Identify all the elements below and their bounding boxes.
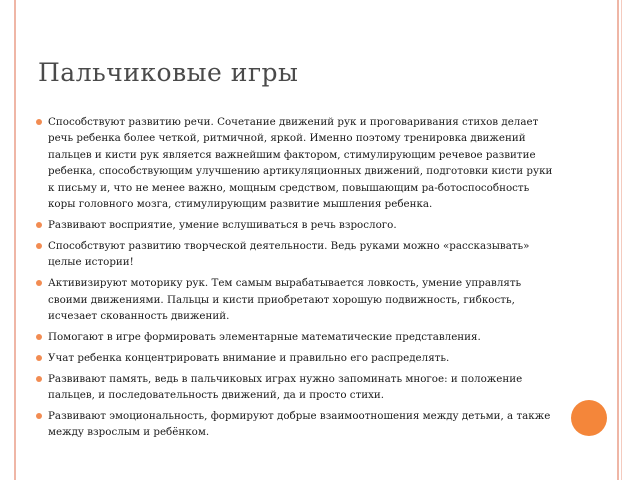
slide-title: Пальчиковые игры — [38, 58, 299, 87]
bullet-dot-icon — [36, 280, 42, 286]
bullet-text: Развивают восприятие, умение вслушиваться в речь взрослого. — [48, 218, 397, 231]
bullet-text: Развивают память, ведь в пальчиковых играх нужно запоминать многое: и положение пальцев, и последовательность движений, да и просто стихи. — [48, 372, 523, 402]
left-frame-line — [14, 0, 16, 480]
bullet-dot-icon — [36, 119, 42, 125]
bullet-dot-icon — [36, 243, 42, 249]
right-frame-thin-line — [621, 0, 622, 480]
bullet-dot-icon — [36, 222, 42, 228]
bullet-list — [36, 114, 556, 445]
right-frame-line — [617, 0, 619, 480]
bullet-text: Активизируют моторику рук. Тем самым вырабатывается ловкость, умение управлять своими движениями. Пальцы и кисти приобретают хорошую подвижность, гибкость, исчезает скованность движений. — [48, 277, 522, 322]
bullet-text: Помогают в игре формировать элементарные математические представления. — [48, 330, 481, 343]
bullet-item — [36, 114, 556, 212]
bullet-text: Способствуют развитию творческой деятельности. Ведь руками можно «рассказывать» целые истории! — [48, 239, 530, 269]
bullet-item — [36, 408, 556, 441]
bullet-item — [36, 329, 556, 345]
decorative-circle-icon — [571, 400, 607, 436]
bullet-item — [36, 238, 556, 271]
bullet-text: Развивают эмоциональность, формируют добрые взаимоотношения между детьми, а также между взрослым и ребёнком. — [48, 410, 551, 439]
bullet-text: Способствуют развитию речи. Сочетание движений рук и проговаривания стихов делает речь ребенка более четкой, ритмичной, яркой. Именно поэтому тренировка движений пальцев и кисти рук является важнейшим фактором, стимулирующим речевое развитие ребенка, способствующим улучшению артикуляционных движений, подготовки кисти руки к письму и, что не менее важно, мощным средством, повышающим ра-ботоспособность коры головного мозга, стимулирующим развитие мышления ребенка. — [48, 116, 553, 211]
bullet-item — [36, 217, 556, 233]
bullet-text: Учат ребенка концентрировать внимание и правильно его распределять. — [48, 351, 450, 364]
bullet-item — [36, 275, 556, 324]
bullet-item — [36, 371, 556, 404]
bullet-item — [36, 350, 556, 366]
bullet-dot-icon — [36, 413, 42, 419]
bullet-dot-icon — [36, 376, 42, 382]
bullet-dot-icon — [36, 355, 42, 361]
bullet-dot-icon — [36, 334, 42, 340]
